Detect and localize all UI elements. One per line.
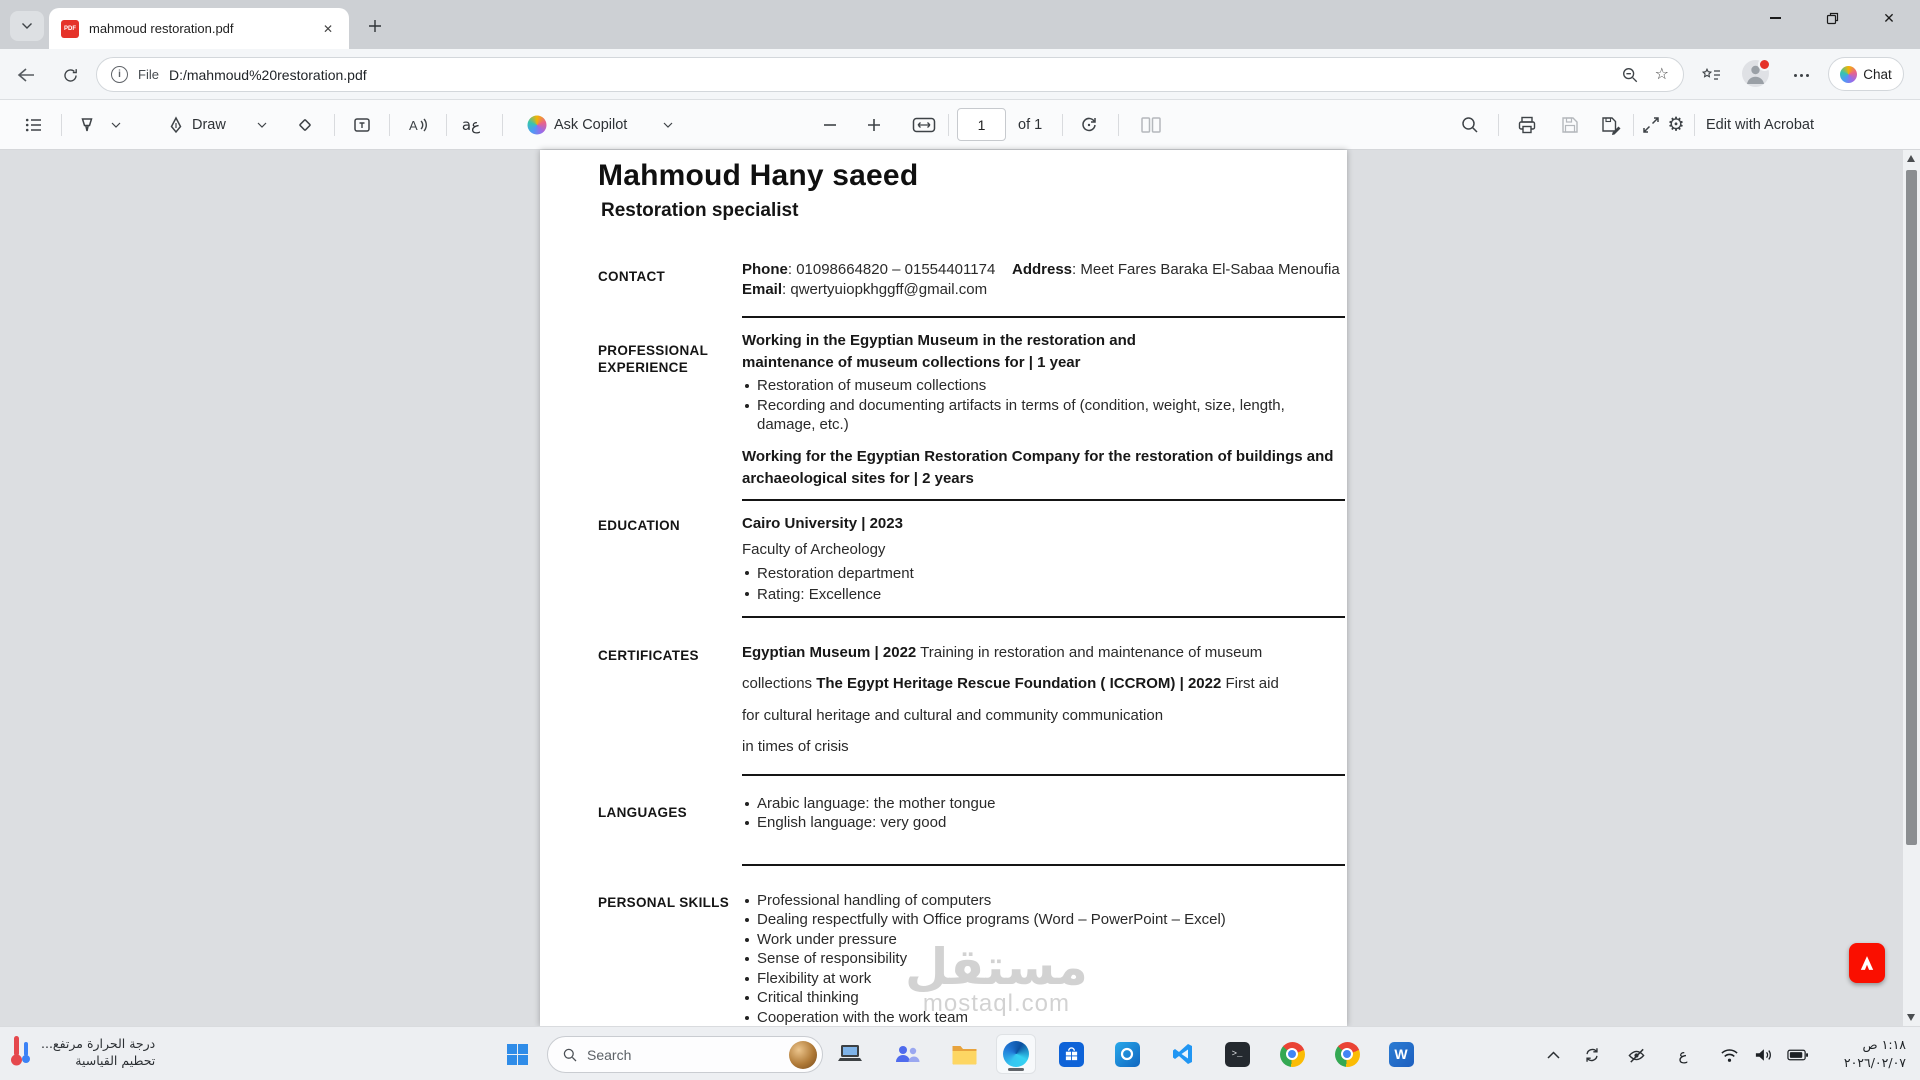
save-as-icon bbox=[1601, 115, 1622, 135]
toolbar-divider bbox=[1062, 114, 1063, 136]
expand-icon bbox=[1641, 115, 1661, 135]
settings-menu-button[interactable] bbox=[1788, 62, 1814, 88]
search-icon bbox=[1460, 115, 1480, 135]
weather-widget[interactable] bbox=[8, 1032, 155, 1072]
highlighter-button[interactable] bbox=[77, 115, 97, 135]
chevron-up-icon bbox=[1547, 1051, 1560, 1059]
toolbar-divider bbox=[502, 114, 503, 136]
job2-title-line2: archaeological sites for | 2 years bbox=[742, 469, 974, 487]
contact-section: CONTACT Phone: 01098664820 – 01554401174 Address: Meet Fares Baraka El-Sabaa Menoufia Email: qwertyuiopkhggff@gmail.com bbox=[598, 261, 1340, 298]
taskbar-search-box[interactable] bbox=[547, 1036, 823, 1073]
section-divider bbox=[742, 616, 1345, 618]
battery-icon bbox=[1787, 1049, 1808, 1061]
language-item: Arabic language: the mother tongue bbox=[742, 794, 1345, 814]
education-bullet: Rating: Excellence bbox=[742, 584, 1345, 605]
back-button[interactable] bbox=[12, 61, 40, 89]
terminal-icon: >_ bbox=[1225, 1042, 1250, 1067]
copilot-toolbar-icon bbox=[528, 116, 547, 135]
skill-item: Critical thinking bbox=[742, 988, 1345, 1008]
taskbar-app-chrome[interactable] bbox=[1272, 1034, 1312, 1074]
address-value: Meet Fares Baraka El-Sabaa Menoufia bbox=[1080, 261, 1340, 278]
close-button[interactable] bbox=[1866, 0, 1912, 36]
languages-label: LANGUAGES bbox=[598, 804, 687, 820]
cert-line4: in times of crisis bbox=[742, 738, 849, 755]
new-tab-button[interactable] bbox=[360, 13, 390, 39]
pdf-toolbar bbox=[0, 100, 1920, 150]
edge-icon bbox=[1003, 1041, 1029, 1067]
read-aloud-icon bbox=[407, 115, 429, 135]
eraser-button[interactable] bbox=[295, 115, 315, 135]
languages-section bbox=[598, 794, 1345, 833]
copilot-chat-button[interactable] bbox=[1828, 57, 1904, 91]
phone-label: Phone bbox=[742, 261, 788, 278]
skill-item: Professional handling of computers bbox=[742, 891, 1345, 911]
zoom-in-button[interactable] bbox=[867, 118, 881, 132]
skill-item: Sense of responsibility bbox=[742, 949, 1345, 969]
highlighter-dropdown[interactable] bbox=[111, 122, 121, 128]
chevron-down-icon bbox=[663, 122, 673, 128]
word-icon: W bbox=[1389, 1042, 1414, 1067]
search-icon bbox=[562, 1047, 578, 1063]
save-as-button[interactable] bbox=[1601, 115, 1622, 135]
fit-to-width-button[interactable] bbox=[912, 116, 936, 134]
print-button[interactable] bbox=[1517, 115, 1537, 135]
refresh-icon bbox=[62, 67, 79, 84]
skill-item: Work under pressure bbox=[742, 930, 1345, 950]
favorite-star-icon[interactable]: ☆ bbox=[1654, 65, 1669, 83]
zoom-out-button[interactable] bbox=[823, 118, 837, 132]
folder-icon bbox=[951, 1043, 978, 1066]
scroll-up-icon[interactable] bbox=[1907, 155, 1915, 162]
viewer-scrollbar[interactable] bbox=[1903, 150, 1920, 1026]
toc-icon bbox=[24, 115, 44, 135]
education-bullet: Restoration department bbox=[742, 563, 1345, 584]
vscode-icon bbox=[1171, 1042, 1195, 1066]
close-icon: ✕ bbox=[1883, 9, 1895, 26]
text-box-icon bbox=[352, 115, 372, 135]
gear-icon: ⚙ bbox=[1667, 114, 1685, 136]
address-label: Address bbox=[1012, 261, 1073, 278]
skill-item: Cooperation with the work team bbox=[742, 1008, 1345, 1028]
translate-button[interactable] bbox=[462, 116, 480, 134]
rotate-icon bbox=[1079, 115, 1099, 135]
phone-value: 01098664820 – 01554401174 bbox=[796, 261, 996, 278]
search-document-button[interactable] bbox=[1460, 115, 1480, 135]
draw-button[interactable] bbox=[192, 117, 226, 133]
favorites-list-icon bbox=[1702, 68, 1721, 82]
chevron-down-icon bbox=[257, 122, 267, 128]
refresh-button[interactable] bbox=[56, 61, 84, 89]
add-text-button[interactable] bbox=[352, 115, 372, 135]
clock-time: ١:١٨ ص bbox=[1862, 1037, 1906, 1052]
browser-tab[interactable] bbox=[49, 8, 349, 49]
ask-copilot-label: Ask Copilot bbox=[554, 117, 628, 133]
pdf-viewer bbox=[0, 150, 1920, 1026]
cert-line1-bold: Egyptian Museum | 2022 bbox=[742, 643, 917, 661]
toolbar-divider bbox=[334, 114, 335, 136]
page-number-input[interactable] bbox=[957, 108, 1006, 141]
chevron-down-icon bbox=[111, 122, 121, 128]
education-section bbox=[598, 513, 1345, 605]
taskbar-app-store[interactable] bbox=[1051, 1034, 1091, 1074]
table-of-contents-button[interactable] bbox=[24, 115, 44, 135]
skill-item: Dealing respectfully with Office programs (Word – PowerPoint – Excel) bbox=[742, 910, 1345, 930]
education-faculty: Faculty of Archeology bbox=[742, 540, 886, 558]
thermometer-icon bbox=[8, 1032, 34, 1072]
acrobat-floating-button[interactable] bbox=[1849, 943, 1885, 983]
toolbar-divider bbox=[948, 114, 949, 136]
email-value: qwertyuiopkhggff@gmail.com bbox=[790, 281, 988, 298]
tray-volume-button[interactable] bbox=[1749, 1041, 1777, 1069]
chevron-down-icon bbox=[21, 22, 33, 30]
taskbar-app-terminal[interactable] bbox=[1217, 1034, 1257, 1074]
taskbar-app-edge[interactable] bbox=[996, 1034, 1036, 1074]
tray-sync-icon[interactable] bbox=[1578, 1041, 1606, 1069]
pdf-page bbox=[540, 150, 1347, 1026]
page-info-icon[interactable]: i bbox=[111, 66, 128, 83]
skill-item: Flexibility at work bbox=[742, 969, 1345, 989]
job2-title-line1: Working for the Egyptian Restoration Company for the restoration of buildings and bbox=[742, 447, 1334, 465]
cert-line2-rest: First aid bbox=[1225, 675, 1279, 692]
tray-show-hidden-button[interactable] bbox=[1539, 1041, 1567, 1069]
language-item: English language: very good bbox=[742, 813, 1345, 833]
toolbar-divider bbox=[1118, 114, 1119, 136]
taskbar-app-word[interactable] bbox=[1381, 1034, 1421, 1074]
chat-label: Chat bbox=[1863, 66, 1892, 82]
cert-line2-pre: collections bbox=[742, 675, 813, 692]
tab-title: mahmoud restoration.pdf bbox=[89, 21, 234, 36]
browser-navbar bbox=[0, 49, 1920, 100]
eye-slash-icon bbox=[1627, 1046, 1646, 1065]
tray-privacy-icon[interactable] bbox=[1622, 1041, 1650, 1069]
tray-battery-button[interactable] bbox=[1783, 1041, 1811, 1069]
save-button[interactable] bbox=[1560, 115, 1580, 135]
education-label: EDUCATION bbox=[598, 517, 680, 533]
laptop-icon bbox=[837, 1043, 863, 1065]
watermark-domain: mostaql.com bbox=[922, 990, 1070, 1017]
toolbar-divider bbox=[61, 114, 62, 136]
tab-search-button[interactable] bbox=[10, 11, 44, 41]
rotate-button[interactable] bbox=[1079, 115, 1099, 135]
taskbar-app-vscode[interactable] bbox=[1163, 1034, 1203, 1074]
edit-acrobat-label: Edit with Acrobat bbox=[1706, 117, 1814, 133]
job1-bullet: Restoration of museum collections bbox=[742, 376, 1345, 396]
experience-label-line2: EXPERIENCE bbox=[598, 360, 689, 375]
education-school: Cairo University | 2023 bbox=[742, 514, 903, 532]
experience-label-line1: PROFESSIONAL bbox=[598, 343, 709, 358]
profile-avatar[interactable] bbox=[1742, 60, 1769, 87]
scroll-down-icon[interactable] bbox=[1907, 1014, 1915, 1021]
address-scheme-label: File bbox=[138, 67, 159, 82]
minimize-button[interactable] bbox=[1752, 0, 1798, 36]
toolbar-divider bbox=[1498, 114, 1499, 136]
job1-bullet: Recording and documenting artifacts in terms of (condition, weight, size, length, damage, etc.) bbox=[742, 396, 1345, 435]
print-icon bbox=[1517, 115, 1537, 135]
toolbar-divider bbox=[446, 114, 447, 136]
tray-clock[interactable] bbox=[1844, 1036, 1906, 1072]
job1-title-line2: maintenance of museum collections for | 1 year bbox=[742, 354, 1081, 371]
minus-icon bbox=[823, 118, 837, 132]
ask-copilot-button[interactable] bbox=[554, 117, 627, 133]
tab-close-icon[interactable]: ✕ bbox=[322, 21, 334, 36]
edit-with-acrobat-button[interactable] bbox=[1706, 117, 1814, 133]
section-divider bbox=[742, 499, 1345, 501]
language-label: ع bbox=[1678, 1046, 1688, 1064]
windows-logo-icon bbox=[506, 1043, 529, 1066]
section-divider bbox=[742, 864, 1345, 866]
save-icon bbox=[1560, 115, 1580, 135]
cert-line1-rest: Training in restoration and maintenance of museum bbox=[920, 643, 1263, 661]
ellipsis-icon bbox=[1794, 74, 1809, 77]
cert-line3: for cultural heritage and cultural and community communication bbox=[742, 706, 1164, 724]
read-aloud-button[interactable] bbox=[407, 115, 429, 135]
chrome-icon bbox=[1335, 1042, 1360, 1067]
chrome-icon bbox=[1280, 1042, 1305, 1067]
taskbar-app-outlook[interactable] bbox=[1107, 1034, 1147, 1074]
section-divider bbox=[742, 316, 1345, 318]
windows-taskbar bbox=[0, 1026, 1920, 1080]
skills-section bbox=[598, 891, 1345, 1047]
toolbar-divider bbox=[1633, 114, 1634, 136]
notification-dot bbox=[1758, 58, 1771, 71]
copilot-icon bbox=[1840, 66, 1857, 83]
taskbar-app-chrome-2[interactable] bbox=[1327, 1034, 1367, 1074]
skills-label: PERSONAL SKILLS bbox=[598, 894, 730, 910]
certificates-section bbox=[598, 637, 1345, 763]
resume-name: Mahmoud Hany saeed bbox=[598, 159, 919, 192]
clock-date: ٢٠٢٦/٠٢/٠٧ bbox=[1843, 1055, 1906, 1070]
taskbar-app-people[interactable] bbox=[887, 1034, 927, 1074]
outlook-icon bbox=[1115, 1042, 1140, 1067]
back-arrow-icon bbox=[17, 67, 35, 83]
pdf-file-icon: PDF bbox=[61, 20, 79, 38]
fullscreen-button[interactable] bbox=[1641, 115, 1661, 135]
maximize-button[interactable] bbox=[1809, 0, 1855, 36]
fit-width-icon bbox=[912, 116, 936, 134]
start-button[interactable] bbox=[497, 1034, 537, 1074]
email-label: Email bbox=[742, 281, 783, 298]
draw-label: Draw bbox=[192, 117, 226, 133]
tray-language-indicator[interactable] bbox=[1669, 1041, 1697, 1069]
translate-icon: aع bbox=[461, 116, 481, 134]
acrobat-icon bbox=[1856, 952, 1878, 974]
minimize-icon bbox=[1770, 17, 1781, 19]
sync-arrows-icon bbox=[1583, 1046, 1601, 1064]
highlighter-icon bbox=[77, 115, 97, 135]
address-url: D:/mahmoud%20restoration.pdf bbox=[168, 66, 367, 83]
ask-copilot-dropdown[interactable] bbox=[663, 122, 673, 128]
contact-label: CONTACT bbox=[598, 269, 666, 284]
experience-section bbox=[598, 330, 1345, 490]
page-count-label: of 1 bbox=[1018, 117, 1043, 133]
active-app-indicator bbox=[1008, 1068, 1024, 1071]
speaker-icon bbox=[1754, 1047, 1772, 1063]
cert-line2-bold: The Egypt Heritage Rescue Foundation ( ICCROM) | 2022 bbox=[816, 675, 1222, 692]
wifi-icon bbox=[1720, 1047, 1739, 1063]
svg-text:A: A bbox=[409, 118, 418, 133]
pdf-settings-button[interactable] bbox=[1667, 116, 1684, 135]
people-icon bbox=[894, 1042, 920, 1066]
plus-icon bbox=[368, 19, 382, 33]
toolbar-divider bbox=[1694, 114, 1695, 136]
eraser-icon bbox=[295, 115, 315, 135]
restore-icon bbox=[1826, 12, 1839, 25]
widget-headline: درجة الحرارة مرتفع... bbox=[41, 1036, 156, 1051]
favorites-bar-button[interactable] bbox=[1698, 62, 1724, 88]
toolbar-divider bbox=[389, 114, 390, 136]
scrollbar-thumb[interactable] bbox=[1906, 170, 1917, 845]
watermark-arabic: مستقل bbox=[905, 938, 1088, 996]
search-placeholder: Search bbox=[587, 1046, 632, 1063]
window-titlebar bbox=[0, 0, 1920, 49]
draw-pen-icon bbox=[166, 115, 186, 135]
microsoft-store-icon bbox=[1059, 1042, 1084, 1067]
plus-icon bbox=[867, 118, 881, 132]
search-highlight-image[interactable] bbox=[789, 1041, 817, 1069]
two-page-view-icon bbox=[1140, 115, 1162, 135]
section-divider bbox=[742, 774, 1345, 776]
page-view-button[interactable] bbox=[1140, 115, 1162, 135]
widget-subline: تحطيم القياسية bbox=[75, 1053, 156, 1068]
tray-wifi-button[interactable] bbox=[1715, 1041, 1743, 1069]
taskbar-app-file-explorer[interactable] bbox=[944, 1034, 984, 1074]
resume-role: Restoration specialist bbox=[601, 200, 799, 221]
draw-dropdown[interactable] bbox=[257, 122, 267, 128]
certificates-label: CERTIFICATES bbox=[598, 647, 699, 663]
taskbar-app-device[interactable] bbox=[830, 1034, 870, 1074]
address-bar[interactable] bbox=[96, 57, 1684, 92]
zoom-page-icon[interactable] bbox=[1621, 66, 1639, 84]
job1-title-line1: Working in the Egyptian Museum in the restoration and bbox=[742, 332, 1136, 349]
